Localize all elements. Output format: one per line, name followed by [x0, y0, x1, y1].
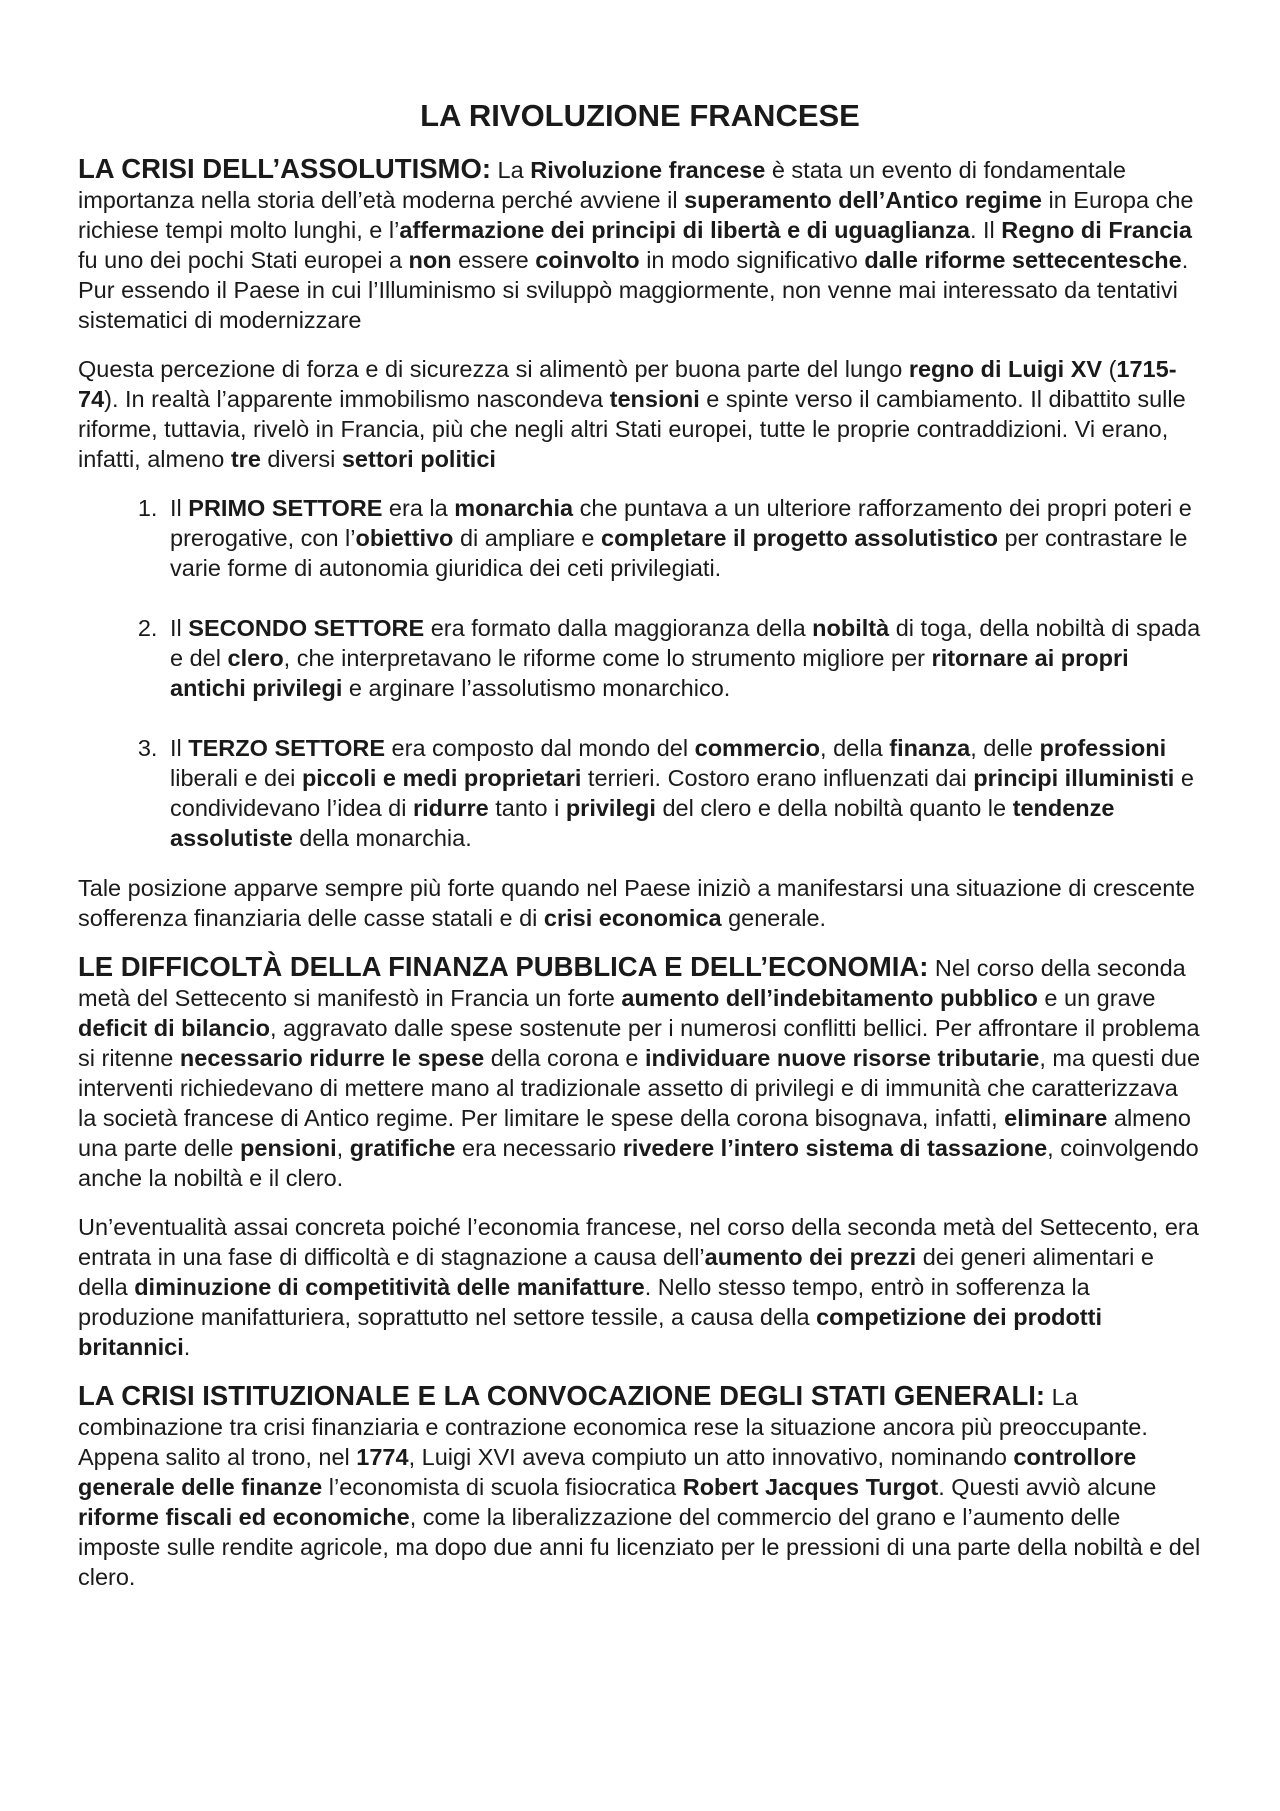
bold-text: tendenze assolutiste — [170, 795, 1115, 851]
section-3-paragraph-1 — [78, 1381, 1202, 1592]
bold-text: principi illuministi — [973, 765, 1175, 791]
bold-text: regno di Luigi XV — [908, 356, 1103, 382]
text-run: che puntava a un ulteriore rafforzamento dei propri poteri e prerogative, con l’ — [170, 495, 1192, 551]
bold-text: SECONDO SETTORE — [188, 615, 425, 641]
text-run: di toga, della nobiltà di spada e del — [170, 615, 1201, 671]
bold-text: diminuzione di competitività delle manifatture — [134, 1274, 645, 1300]
text-run: della monarchia. — [292, 825, 472, 851]
section-1-paragraph-1 — [78, 154, 1202, 335]
text-run: La combinazione tra crisi finanziaria e contrazione economica rese la situazione ancora più preoccupante. Appena salito al trono, nel — [78, 1384, 1148, 1470]
bold-text: completare il progetto assolutistico — [601, 525, 998, 551]
text-run: , ma questi due interventi richiedevano di mettere mano al tradizionale assetto di privilegi e di immunità che caratterizzava la società francese di Antico regime. Per limitare le spese della corona bisognava, infatti, — [78, 1045, 1201, 1131]
text-run: , Luigi XVI aveva compiuto un atto innovativo, nominando — [408, 1444, 1014, 1470]
bold-text: deficit di bilancio — [78, 1015, 270, 1041]
text-run: in Europa che richiese tempi molto lunghi, e l’ — [78, 187, 1194, 243]
bold-text: gratifiche — [349, 1135, 456, 1161]
text-run: in modo significativo — [639, 247, 865, 273]
bold-text: ritornare ai propri antichi privilegi — [170, 645, 1129, 701]
bold-text: competizione dei prodotti britannici — [78, 1304, 1102, 1360]
bold-text: finanza — [889, 735, 971, 761]
list-item-secondo-settore — [164, 613, 1202, 703]
text-run: Tale posizione apparve sempre più forte quando nel Paese iniziò a manifestarsi una situazione di crescente sofferenza finanziaria delle casse statali e di — [78, 875, 1195, 931]
bold-text: ridurre — [413, 795, 489, 821]
text-run: . Questi avviò alcune — [938, 1474, 1157, 1500]
text-run: La — [491, 157, 531, 183]
text-run: è stata un evento di fondamentale importanza nella storia dell’età moderna perché avviene il — [78, 157, 1126, 213]
bold-text: superamento dell’Antico regime — [684, 187, 1042, 213]
bold-text: 1715-74 — [78, 356, 1177, 412]
bold-text: controllore generale delle finanze — [78, 1444, 1137, 1500]
text-run: dei generi alimentari e della — [78, 1244, 1154, 1300]
bold-text: riforme fiscali ed economiche — [78, 1504, 410, 1530]
bold-text: aumento dell’indebitamento pubblico — [621, 985, 1038, 1011]
text-run: Il — [170, 615, 189, 641]
bold-text: PRIMO SETTORE — [188, 495, 383, 521]
bold-text: aumento dei prezzi — [704, 1244, 917, 1270]
text-run: essere — [451, 247, 536, 273]
text-run: Nel corso della seconda metà del Settecento si manifestò in Francia un forte — [78, 955, 1186, 1011]
text-run: e spinte verso il cambiamento. Il dibattito sulle riforme, tuttavia, rivelò in Francia, più che negli altri Stati europei, tutte le proprie contraddizioni. Vi erano, infatti, almeno — [78, 386, 1186, 472]
text-run: l’economista di scuola fisiocratica — [322, 1474, 683, 1500]
text-run: ( — [1102, 356, 1117, 382]
text-run: , della — [820, 735, 890, 761]
text-run: era formato dalla maggioranza della — [424, 615, 813, 641]
text-run: terrieri. Costoro erano influenzati dai — [581, 765, 974, 791]
text-run: tanto i — [488, 795, 566, 821]
text-run: . — [183, 1334, 191, 1360]
text-run: Il — [170, 735, 189, 761]
bold-text: clero — [227, 645, 284, 671]
list-item-primo-settore — [164, 493, 1202, 583]
text-run: liberali e dei — [170, 765, 302, 791]
bold-text: Robert Jacques Turgot — [682, 1474, 939, 1500]
bold-text: tre — [230, 446, 261, 472]
text-run: diversi — [260, 446, 342, 472]
bold-text: individuare nuove risorse tributarie — [644, 1045, 1040, 1071]
bold-text: pensioni — [240, 1135, 337, 1161]
text-run: e condividevano l’idea di — [170, 765, 1194, 821]
text-run: . Il — [969, 217, 1002, 243]
bold-text: nobiltà — [812, 615, 890, 641]
political-sectors-list — [78, 493, 1202, 853]
section-3-heading: LA CRISI ISTITUZIONALE E LA CONVOCAZIONE DEGLI STATI GENERALI: — [78, 1380, 1046, 1411]
text-run: per contrastare le varie forme di autonomia giuridica dei ceti privilegiati. — [170, 525, 1188, 581]
text-run: . Pur essendo il Paese in cui l’Illuminismo si sviluppò maggiormente, non venne mai interessato da tentativi sistematici di modernizzare — [78, 247, 1189, 333]
bold-text: Rivoluzione francese — [530, 157, 766, 183]
bold-text: obiettivo — [355, 525, 454, 551]
bold-text: crisi economica — [543, 905, 722, 931]
text-run: ). In realtà l’apparente immobilismo nascondeva — [104, 386, 610, 412]
section-2-heading: LE DIFFICOLTÀ DELLA FINANZA PUBBLICA E DELL’ECONOMIA: — [78, 951, 929, 982]
section-2-paragraph-1 — [78, 952, 1202, 1193]
bold-text: professioni — [1039, 735, 1167, 761]
bold-text: non — [408, 247, 452, 273]
bold-text: privilegi — [565, 795, 656, 821]
text-run: fu uno dei pochi Stati europei a — [78, 247, 409, 273]
text-run: era la — [382, 495, 455, 521]
text-run: . Nello stesso tempo, entrò in sofferenza la produzione manifatturiera, soprattutto nel settore tessile, a causa della — [78, 1274, 1090, 1330]
bold-text: rivedere l’intero sistema di tassazione — [622, 1135, 1048, 1161]
bold-text: necessario ridurre le spese — [179, 1045, 485, 1071]
text-run: , che interpretavano le riforme come lo strumento migliore per — [283, 645, 932, 671]
text-run: , — [336, 1135, 350, 1161]
text-run: di ampliare e — [453, 525, 602, 551]
bold-text: eliminare — [1004, 1105, 1108, 1131]
text-run: della corona e — [484, 1045, 645, 1071]
text-run: Il — [170, 495, 189, 521]
section-1-paragraph-2 — [78, 354, 1202, 474]
bold-text: dalle riforme settecentesche — [864, 247, 1182, 273]
text-run: almeno una parte delle — [78, 1105, 1191, 1161]
section-1-paragraph-3 — [78, 873, 1202, 933]
text-run: era composto dal mondo del — [385, 735, 695, 761]
text-run: e arginare l’assolutismo monarchico. — [342, 675, 731, 701]
bold-text: 1774 — [356, 1444, 409, 1470]
bold-text: Regno di Francia — [1001, 217, 1192, 243]
bold-text: commercio — [694, 735, 821, 761]
bold-text: monarchia — [454, 495, 574, 521]
text-run: generale. — [721, 905, 827, 931]
text-run: Questa percezione di forza e di sicurezza si alimentò per buona parte del lungo — [78, 356, 909, 382]
text-run: del clero e della nobiltà quanto le — [655, 795, 1013, 821]
text-run: e un grave — [1037, 985, 1156, 1011]
text-run: , aggravato dalle spese sostenute per i numerosi conflitti bellici. Per affrontare il problema si ritenne — [78, 1015, 1200, 1071]
text-run: , coinvolgendo anche la nobiltà e il clero. — [78, 1135, 1199, 1191]
bold-text: affermazione dei principi di libertà e di uguaglianza — [399, 217, 970, 243]
bold-text: tensioni — [609, 386, 700, 412]
bold-text: coinvolto — [535, 247, 640, 273]
document-title: LA RIVOLUZIONE FRANCESE — [420, 98, 860, 133]
bold-text: TERZO SETTORE — [188, 735, 386, 761]
text-run: , come la liberalizzazione del commercio del grano e l’aumento delle imposte sulle rendite agricole, ma dopo due anni fu licenziato per le pressioni di una parte della nobiltà e del clero. — [78, 1504, 1201, 1590]
list-item-terzo-settore — [164, 733, 1202, 853]
bold-text: settori politici — [341, 446, 496, 472]
section-2-paragraph-2 — [78, 1212, 1202, 1362]
text-run: , delle — [970, 735, 1040, 761]
text-run: era necessario — [455, 1135, 623, 1161]
text-run: Un’eventualità assai concreta poiché l’economia francese, nel corso della seconda metà del Settecento, era entrata in una fase di difficoltà e di stagnazione a causa dell’ — [78, 1214, 1199, 1270]
section-1-heading: LA CRISI DELL’ASSOLUTISMO: — [78, 153, 492, 184]
bold-text: piccoli e medi proprietari — [301, 765, 582, 791]
